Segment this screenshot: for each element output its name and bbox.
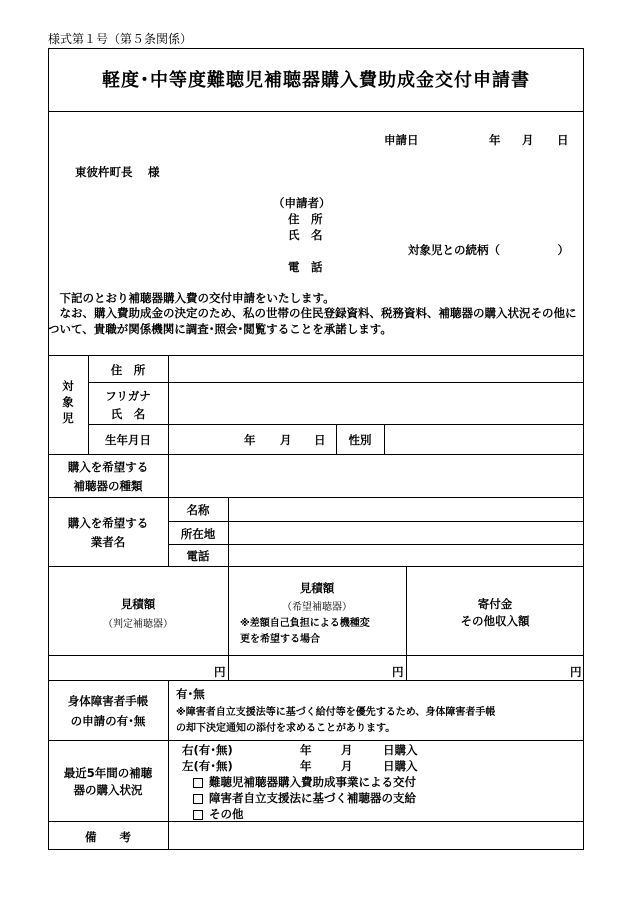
estimate-col1-title: 見積額 (120, 597, 156, 611)
intro-text-1: 下記のとおり補聴器購入費の交付申請をいたします。 (48, 291, 335, 305)
hearing-aid-type-label-1: 購入を希望する (67, 460, 149, 474)
estimate-col1-sub: （判定補聴器） (103, 619, 173, 630)
checkbox-icon[interactable] (193, 810, 203, 820)
vendor-location-label: 所在地 (180, 527, 216, 541)
birthdate-year: 年 (244, 433, 256, 447)
divider-vendor-name (168, 521, 584, 522)
handbook-answer: 有･無 (176, 687, 205, 701)
vline-gender-value (384, 424, 385, 454)
target-child-label: 対象児 (62, 379, 74, 425)
estimate-col3-title-2: その他収入額 (460, 614, 530, 628)
checkbox-icon[interactable] (193, 794, 203, 804)
vendor-phone-label: 電話 (186, 549, 210, 563)
intro-text-2: なお、購入費助成金の決定のため、私の世帯の住民登録資料、税務資料、補聴器の購入状況その他について、貴職が関係機関に調査･照会･閲覧することを承諾します。 (48, 306, 577, 336)
remarks-label: 備 考 (85, 830, 131, 844)
application-date-day: 日 (557, 133, 569, 147)
target-furigana-label: フリガナ (105, 389, 151, 403)
applicant-heading: （申請者） (273, 196, 331, 210)
handbook-label-1: 身体障害者手帳 (67, 694, 149, 708)
estimate-yen-3: 円 (570, 665, 582, 679)
estimate-col2-note-1: ※差額自己負担による機種変 (240, 618, 370, 629)
target-address-label: 住 所 (110, 363, 146, 377)
handbook-note-1: ※障害者自立支援法等に基づく給付等を優先するため、身体障害者手帳 (176, 707, 496, 718)
estimate-col2-note-2: 更を希望する場合 (240, 634, 320, 645)
history-right: 右(有･無) (182, 743, 233, 757)
divider-vendor (48, 566, 584, 567)
applicant-relationship: 対象児との続柄（ ） (408, 243, 569, 257)
history-label-1: 最近5年間の補聴 (63, 766, 153, 780)
divider-vendor-location (168, 544, 584, 545)
history-right-month: 月 (341, 743, 353, 757)
handbook-label-2: の申請の有･無 (70, 714, 146, 728)
target-birthdate-label: 生年月日 (105, 433, 151, 447)
history-left-day: 日購入 (383, 759, 418, 773)
vendor-label-2: 業者名 (90, 535, 126, 549)
history-option-1[interactable]: 難聴児補聴器購入費助成事業による交付 (193, 774, 416, 790)
estimate-yen-2: 円 (392, 665, 404, 679)
application-date-label: 申請日 (384, 133, 419, 147)
divider-handbook (48, 740, 584, 741)
birthdate-day: 日 (314, 433, 326, 447)
divider-target-address (88, 382, 584, 383)
history-option-2[interactable]: 障害者自立支援法に基づく補聴器の支給 (193, 790, 416, 806)
vendor-name-label: 名称 (186, 503, 210, 517)
applicant-name-label: 氏 名 (288, 228, 323, 242)
gender-label: 性別 (348, 433, 372, 447)
divider-estimate (48, 680, 584, 681)
divider-birthdate (48, 454, 584, 455)
hearing-aid-type-label-2: 補聴器の種類 (73, 479, 143, 493)
applicant-phone-label: 電 話 (288, 260, 323, 274)
birthdate-month: 月 (280, 433, 292, 447)
vline-lower-label (168, 680, 169, 850)
application-date-month: 月 (522, 133, 534, 147)
estimate-col2-sub: （希望補聴器） (282, 602, 352, 613)
form-number: 様式第１号（第５条関係） (48, 32, 193, 46)
divider-history (48, 821, 584, 822)
history-left-month: 月 (341, 759, 353, 773)
vendor-label-1: 購入を希望する (67, 516, 149, 530)
form-title: 軽度･中等度難聴児補聴器購入費助成金交付申請書 (102, 70, 530, 91)
estimate-yen-1: 円 (214, 665, 226, 679)
divider-type (48, 497, 584, 498)
addressee: 東彼杵町長 様 (75, 165, 160, 179)
estimate-col3-title-1: 寄付金 (477, 597, 513, 611)
history-right-year: 年 (300, 743, 312, 757)
checkbox-icon[interactable] (193, 778, 203, 788)
divider-title (48, 111, 584, 112)
applicant-address-label: 住 所 (288, 212, 323, 226)
divider-estimate-header (48, 655, 584, 656)
target-name-label: 氏 名 (110, 407, 146, 421)
history-right-day: 日購入 (383, 743, 418, 757)
handbook-note-2: の却下決定通知の添付を求めることがあります。 (176, 723, 396, 734)
history-left: 左(有･無) (182, 759, 233, 773)
estimate-col2-title: 見積額 (299, 581, 335, 595)
divider-target-top (48, 355, 584, 356)
history-option-3[interactable]: その他 (193, 806, 244, 822)
history-label-2: 器の購入状況 (73, 783, 143, 797)
history-left-year: 年 (300, 759, 312, 773)
application-date-year: 年 (489, 133, 501, 147)
